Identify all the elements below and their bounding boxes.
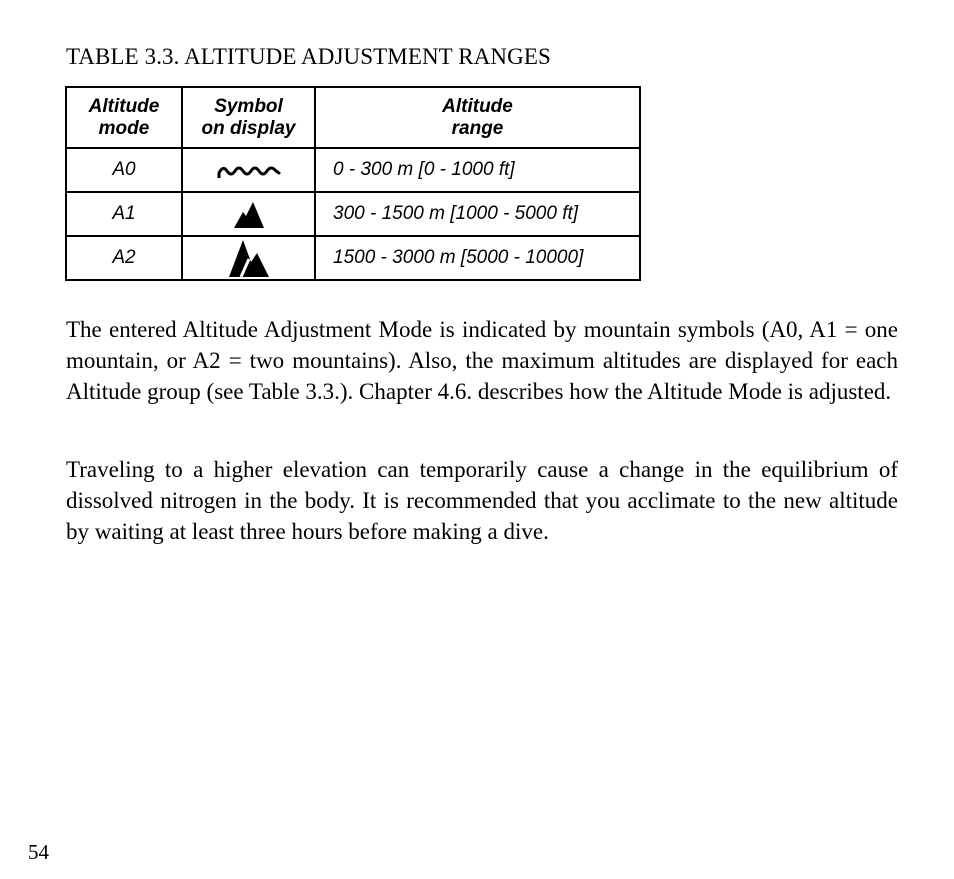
table-row — [66, 236, 640, 280]
header-line: mode — [98, 117, 150, 139]
mode-cell: A1 — [66, 192, 182, 236]
single-mountain-icon — [232, 199, 266, 229]
header-line: range — [451, 117, 504, 139]
symbol-cell — [182, 236, 315, 280]
body-paragraph: Traveling to a higher elevation can temporarily cause a change in the equilibrium of dissolved nitrogen in the body. It is recommended that you acclimate to the new altitude by waiting at least three hours before making a dive. — [66, 457, 898, 544]
wave-icon — [216, 161, 282, 179]
table-header-row — [66, 87, 640, 148]
range-cell: 300 - 1500 m [1000 - 5000 ft] — [315, 192, 640, 236]
header-altitude-mode — [66, 87, 182, 148]
mode-cell: A0 — [66, 148, 182, 192]
altitude-table — [65, 86, 641, 281]
body-paragraph: The entered Altitude Adjustment Mode is indicated by mountain symbols (A0, A1 = one mountain, or A2 = two mountains). Also, the maximum altitudes are displayed for each Altitude group (see Table 3.3.). Chapter 4.6. describes how the Altitude Mode is adjusted. — [66, 317, 898, 404]
page-number: 54 — [28, 840, 49, 864]
mode-cell: A2 — [66, 236, 182, 280]
symbol-cell — [182, 148, 315, 192]
table-caption: TABLE 3.3. ALTITUDE ADJUSTMENT RANGES — [66, 44, 551, 69]
table-row — [66, 192, 640, 236]
range-cell: 0 - 300 m [0 - 1000 ft] — [315, 148, 640, 192]
symbol-cell — [182, 192, 315, 236]
header-altitude-range — [315, 87, 640, 148]
header-line: Altitude — [442, 95, 513, 117]
range-cell: 1500 - 3000 m [5000 - 10000] — [315, 236, 640, 280]
two-mountains-icon — [227, 238, 271, 278]
table-row — [66, 148, 640, 192]
header-line: Altitude — [88, 95, 160, 117]
header-symbol — [182, 87, 315, 148]
header-line: Symbol — [214, 95, 283, 117]
header-line: on display — [201, 117, 296, 139]
